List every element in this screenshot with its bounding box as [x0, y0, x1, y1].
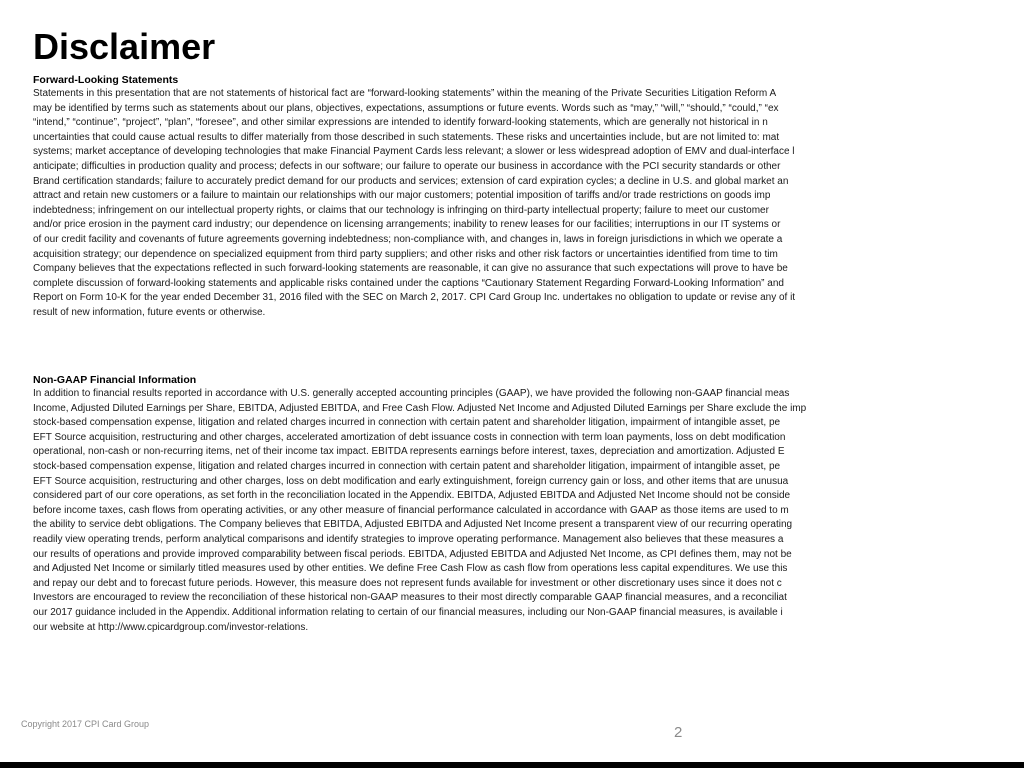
- non-gaap-line: EFT Source acquisition, restructuring and other charges, loss on debt modification and early extinguishment, foreign currency gain or loss, and other items that are unusua: [33, 475, 789, 487]
- forward-looking-line: may be identified by terms such as statements about our plans, objectives, expectations, assumptions or future events. Words such as “may,” “will,” “should,” “could,” “ex: [33, 102, 779, 114]
- non-gaap-line: and repay our debt and to forecast future periods. However, this measure does not represent funds available for investment or other discretionary uses since it does not c: [33, 577, 782, 589]
- non-gaap-line: the ability to service debt obligations. The Company believes that EBITDA, Adjusted EBITDA and Adjusted Net Income present a transparent view of our recurring operating: [33, 519, 793, 531]
- forward-looking-line: anticipate; difficulties in production quality and process; defects in our software; our failure to operate our business in accordance with the PCI security standards or other: [33, 160, 781, 172]
- non-gaap-line: considered part of our core operations, as set forth in the reconciliation located in the Appendix. EBITDA, Adjusted EBITDA and Adjusted Net Income should not be conside: [33, 490, 791, 502]
- non-gaap-line: our results of operations and provide improved comparability between fiscal periods. EBITDA, Adjusted EBITDA and Adjusted Net Income, as CPI defines them, may not be: [33, 548, 792, 560]
- forward-looking-line: and/or price erosion in the payment card industry; our dependence on licensing arrangements; inability to renew leases for our facilities; interruptions in our IT systems or: [33, 219, 781, 231]
- forward-looking-line: systems; market acceptance of developing technologies that make Financial Payment Cards less relevant; a slower or less widespread adoption of EMV and dual-interface l: [33, 146, 795, 158]
- non-gaap-line: before income taxes, cash flows from operating activities, or any other measure of financial performance calculated in accordance with GAAP as those items are used to m: [33, 504, 789, 516]
- non-gaap-line: readily view operating trends, perform analytical comparisons and identify strategies to improve operating performance. Management also believes that these measures a: [33, 533, 784, 545]
- forward-looking-line: Report on Form 10-K for the year ended December 31, 2016 filed with the SEC on March 2, 2017. CPI Card Group Inc. undertakes no obligation to update or revise any of it: [33, 292, 796, 304]
- copyright-notice: Copyright 2017 CPI Card Group: [21, 719, 150, 729]
- non-gaap-section: [33, 373, 1024, 635]
- forward-looking-line: result of new information, future events or otherwise.: [33, 306, 266, 318]
- non-gaap-line: stock-based compensation expense, litigation and related charges incurred in connection with certain patent and shareholder litigation, impairment of intangible asset, pe: [33, 460, 781, 472]
- forward-looking-heading: Forward-Looking Statements: [33, 74, 179, 86]
- non-gaap-line: our website at http://www.cpicardgroup.com/investor-relations.: [33, 621, 309, 633]
- bottom-divider: [0, 762, 1024, 768]
- forward-looking-line: Brand certification standards; failure to accurately predict demand for our products and services; extension of card expiration cycles; a decline in U.S. and global market an: [33, 175, 789, 187]
- forward-looking-line: indebtedness; infringement on our intellectual property rights, or claims that our technology is infringing on third-party intellectual property; failure to meet our customer: [33, 204, 769, 216]
- non-gaap-line: our 2017 guidance included in the Appendix. Additional information relating to certain of our financial measures, including our Non-GAAP financial measures, is available i: [33, 606, 783, 618]
- forward-looking-line: Company believes that the expectations reflected in such forward-looking statements are reasonable, it can give no assurance that such expectations will prove to have be: [33, 263, 788, 275]
- forward-looking-line: attract and retain new customers or a failure to maintain our relationships with our major customers; potential imposition of tariffs and/or trade restrictions on goods imp: [33, 190, 771, 202]
- forward-looking-line: Statements in this presentation that are not statements of historical fact are “forward-looking statements” within the meaning of the Private Securities Litigation Reform A: [33, 88, 777, 99]
- forward-looking-line: “intend,” “continue”, “project”, “plan”, “foresee”, and other similar expressions are intended to identify forward-looking statements, which are generally not historical in n: [33, 117, 768, 129]
- non-gaap-line: stock-based compensation expense, litigation and related charges incurred in connection with certain patent and shareholder litigation, impairment of intangible asset, pe: [33, 417, 781, 429]
- non-gaap-line: operational, non-cash or non-recurring items, net of their income tax impact. EBITDA represents earnings before interest, taxes, depreciation and amortization. Adjusted E: [33, 446, 785, 458]
- non-gaap-line: Investors are encouraged to review the reconciliation of these historical non-GAAP measures to their most directly comparable GAAP financial measures, and a reconciliat: [33, 592, 787, 604]
- forward-looking-line: of our credit facility and covenants of future agreements governing indebtedness; non-compliance with, and changes in, laws in foreign jurisdictions in which we operate a: [33, 233, 783, 245]
- page-number: 2: [674, 724, 683, 741]
- non-gaap-heading: Non-GAAP Financial Information: [33, 374, 197, 386]
- non-gaap-line: In addition to financial results reported in accordance with U.S. generally accepted accounting principles (GAAP), we have provided the following non-GAAP financial meas: [33, 388, 790, 399]
- non-gaap-line: and Adjusted Net Income or similarly titled measures used by other entities. We define Free Cash Flow as cash flow from operations less capital expenditures. We use this: [33, 563, 788, 575]
- forward-looking-line: complete discussion of forward-looking statements and applicable risks contained under the captions “Cautionary Statement Regarding Forward-Looking Information” and: [33, 277, 784, 289]
- forward-looking-line: acquisition strategy; our dependence on specialized equipment from third party suppliers; and other risks and other risk factors or uncertainties identified from time to tim: [33, 248, 778, 260]
- non-gaap-line: EFT Source acquisition, restructuring and other charges, accelerated amortization of debt issuance costs in connection with term loan payments, loss on debt modification: [33, 431, 786, 443]
- slide-title: Disclaimer: [33, 26, 216, 67]
- forward-looking-line: uncertainties that could cause actual results to differ materially from those described in such statements. These risks and uncertainties include, but are not limited to: mat: [33, 131, 780, 143]
- forward-looking-section: [33, 73, 1024, 321]
- non-gaap-line: Income, Adjusted Diluted Earnings per Share, EBITDA, Adjusted EBITDA, and Free Cash Flow. Adjusted Net Income and Adjusted Diluted Earnings per Share exclude the imp: [33, 402, 807, 414]
